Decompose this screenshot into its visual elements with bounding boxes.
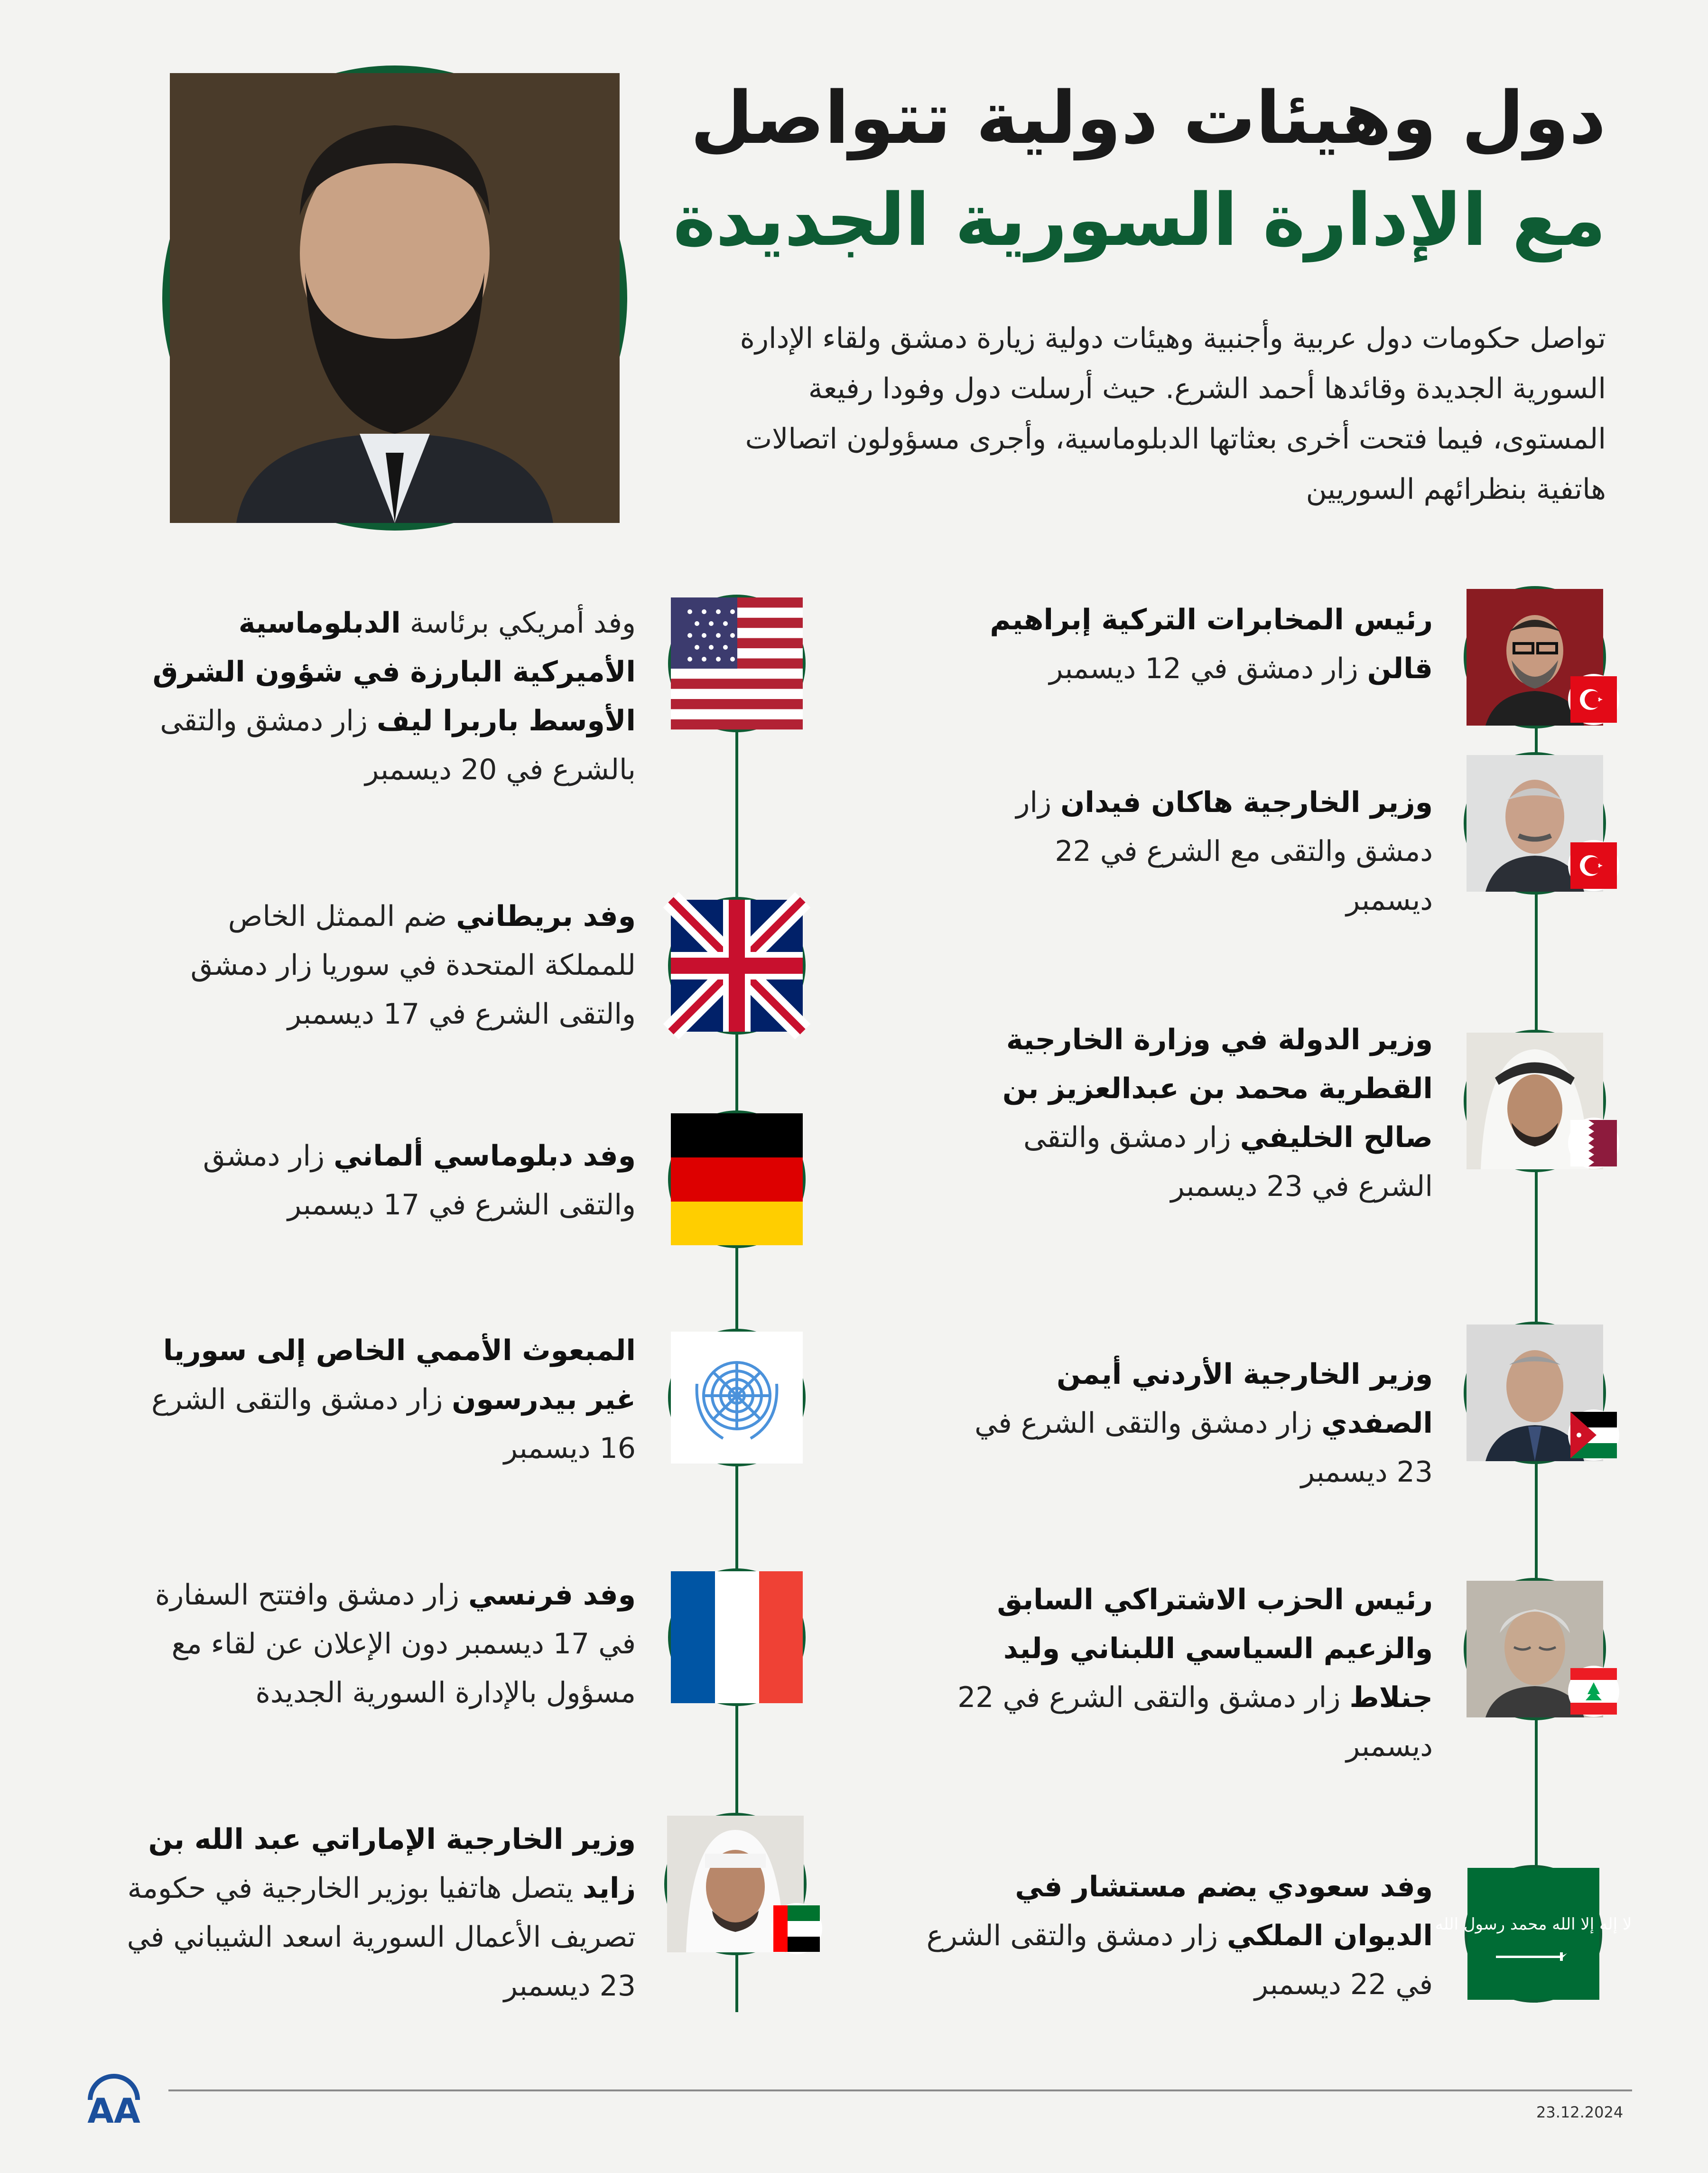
entry-uk-text: ضم الممثل الخاص للمملكة المتحدة في سوريا زار دمشق والتقى الشرع في 17 ديسمبر xyxy=(190,900,636,1031)
entry-lebanon-bold: رئيس الحزب الاشتراكي السابق والزعيم السياسي اللبناني وليد جنلاط xyxy=(997,1583,1433,1714)
entry-germany xyxy=(142,1132,636,1230)
entry-uk xyxy=(142,892,636,1039)
entry-un xyxy=(142,1326,636,1473)
entry-qatar xyxy=(954,1016,1433,1211)
entry-qatar-text: زار دمشق والتقى الشرع في 23 ديسمبر xyxy=(1023,1121,1433,1203)
page-title-line1: دول وهيئات دولية تتواصل xyxy=(690,76,1606,160)
entry-uae xyxy=(123,1815,636,2011)
germany-flag-icon xyxy=(668,1110,806,1248)
france-flag-icon xyxy=(668,1568,806,1706)
entry-un-text: زار دمشق والتقى الشرع 16 ديسمبر xyxy=(151,1383,636,1465)
entry-usa-text: زار دمشق والتقى بالشرع في 20 ديسمبر xyxy=(160,704,636,786)
entry-usa xyxy=(142,599,636,794)
footer-divider xyxy=(168,2089,1632,2091)
entry-uk-bold: وفد بريطاني xyxy=(456,900,636,933)
aa-logo xyxy=(81,2067,147,2133)
entry-turkey-1-text: زار دمشق في 12 ديسمبر xyxy=(1049,652,1367,685)
entry-qatar-bold: وزير الدولة في وزارة الخارجية القطرية محمد بن عبدالعزيز بن صالح الخليفي xyxy=(1002,1023,1433,1154)
entry-jordan-bold: وزير الخارجية الأردني أيمن الصفدي xyxy=(1056,1358,1433,1440)
entry-turkey-2 xyxy=(973,778,1433,925)
entry-lebanon xyxy=(920,1576,1433,1771)
lebanon-flag-icon xyxy=(1568,1666,1619,1717)
entry-usa-pre: وفد أمريكي برئاسة xyxy=(400,606,636,640)
entry-uae-text: يتصل هاتفيا بوزير الخارجية في حكومة تصريف الأعمال السورية اسعد الشيباني في 23 ديسمبر xyxy=(127,1872,636,2003)
qatar-flag-icon xyxy=(1568,1118,1619,1169)
main-portrait xyxy=(162,65,627,531)
aa-logo-text: AA xyxy=(87,2091,140,2131)
entry-jordan xyxy=(954,1350,1433,1497)
entry-france-text: زار دمشق وافتتح السفارة في 17 ديسمبر دون الإعلان عن لقاء مع مسؤول بالإدارة السورية الجديدة xyxy=(155,1578,636,1709)
entry-turkey-1 xyxy=(973,596,1433,693)
entry-germany-text: زار دمشق والتقى الشرع في 17 ديسمبر xyxy=(203,1139,636,1222)
entry-saudi-text: زار دمشق والتقى الشرع في 22 ديسمبر xyxy=(926,1919,1433,2001)
uk-flag-icon xyxy=(668,897,806,1035)
entry-lebanon-text: زار دمشق والتقى الشرع في 22 ديسمبر xyxy=(957,1681,1433,1763)
turkey-flag-icon xyxy=(1568,674,1619,725)
entry-turkey-1-bold: رئيس المخابرات التركية إبراهيم قالن xyxy=(990,603,1433,685)
entry-france xyxy=(142,1571,636,1717)
uae-flag-icon xyxy=(771,1903,822,1954)
usa-flag-icon xyxy=(668,595,806,732)
entry-turkey-2-bold: وزير الخارجية هاكان فيدان xyxy=(1060,786,1433,819)
saudi-flag-icon xyxy=(1435,1865,1632,2003)
footer-date: 23.12.2024 xyxy=(1536,2103,1624,2121)
un-flag-icon xyxy=(668,1329,806,1466)
jordan-flag-icon xyxy=(1568,1409,1619,1461)
entry-un-bold: المبعوث الأممي الخاص إلى سوريا غير بيدرسون xyxy=(163,1334,636,1416)
saudi-flag-text: لا إله إلا الله محمد رسول الله xyxy=(1435,1915,1632,1934)
entry-turkey-2-text: زار دمشق والتقى مع الشرع في 22 ديسمبر xyxy=(1016,786,1433,917)
entry-france-bold: وفد فرنسي xyxy=(468,1578,636,1612)
entry-saudi xyxy=(920,1863,1433,2009)
entry-jordan-text: زار دمشق والتقى الشرع في 23 ديسمبر xyxy=(975,1407,1433,1489)
entry-uae-bold: وزير الخارجية الإماراتي عبد الله بن زايد xyxy=(148,1823,636,1905)
page-title-line2: مع الإدارة السورية الجديدة xyxy=(673,178,1606,262)
turkey-flag-icon xyxy=(1568,840,1619,891)
entry-saudi-bold: وفد سعودي يضم مستشار في الديوان الملكي xyxy=(1015,1870,1433,1952)
intro-paragraph: تواصل حكومات دول عربية وأجنبية وهيئات دولية زيارة دمشق ولقاء الإدارة السورية الجديدة وقائدها أحمد الشرع. حيث أرسلت دول وفودا رفيعة المستوى، فيما فتحت أخرى بعثاتها الدبلوماسية، وأجرى مسؤولون اتصالات هاتفية بنظرائهم السوريين xyxy=(740,322,1606,506)
entry-usa-bold: الدبلوماسية الأميركية البارزة في شؤون الشرق الأوسط باربرا ليف xyxy=(152,606,636,737)
entry-germany-bold: وفد دبلوماسي ألماني xyxy=(334,1139,636,1173)
